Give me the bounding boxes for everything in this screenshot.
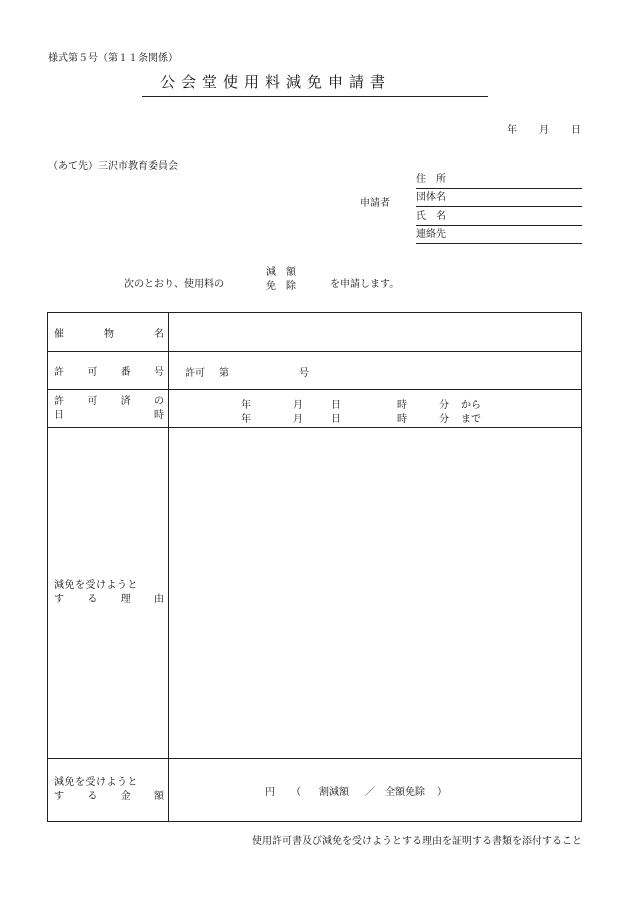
amount-yen: 円 — [265, 787, 275, 798]
permit-dai: 第 — [219, 367, 229, 379]
name-field[interactable]: 氏 名 — [416, 211, 582, 226]
reason-label: 減免を受けようと す る 理 由 — [48, 428, 169, 759]
reason-input[interactable] — [169, 428, 582, 759]
permitted-datetime-label: 許 可 済 の 日 時 — [48, 390, 169, 428]
organization-field[interactable]: 団体名 — [416, 192, 582, 207]
event-name-input[interactable] — [169, 313, 582, 352]
addressee: （あて先）三沢市教育委員会 — [48, 161, 178, 172]
amount-open-paren: （ — [291, 787, 301, 798]
event-name-label: 催 物 名 — [48, 313, 169, 352]
permitted-datetime-input[interactable]: 年 月 日 時 分 から 年 月 日 時 分 まで — [169, 390, 582, 428]
contact-field[interactable]: 連絡先 — [416, 229, 582, 244]
option-full-exemption[interactable]: 全額免除 — [385, 787, 425, 798]
date-month: 月 — [539, 125, 549, 136]
request-options — [266, 266, 296, 294]
permit-number-label: 許 可 番 号 — [48, 352, 169, 390]
permitted-datetime-row — [48, 390, 582, 428]
form-number-label: 様式第５号（第１１条関係） — [48, 53, 178, 64]
reason-row — [48, 428, 582, 759]
option-partial-reduction[interactable]: 割減額 — [319, 787, 349, 798]
amount-row — [48, 759, 582, 822]
applicant-label: 申請者 — [360, 198, 390, 209]
permit-number-input[interactable] — [169, 352, 582, 390]
event-name-row — [48, 313, 582, 352]
option-reduction[interactable]: 減 額 — [266, 267, 296, 278]
address-field[interactable]: 住 所 — [416, 174, 582, 189]
date-day: 日 — [571, 125, 581, 136]
request-suffix: を申請します。 — [330, 279, 400, 290]
amount-close-paren: ） — [437, 787, 447, 798]
title-underline — [142, 96, 488, 97]
page-title: 公会堂使用料減免申請書 — [160, 73, 392, 91]
request-prefix: 次のとおり、使用料の — [124, 279, 224, 290]
date-year: 年 — [507, 125, 517, 136]
option-exemption[interactable]: 免 除 — [266, 281, 296, 292]
permit-go: 号 — [299, 367, 309, 379]
amount-label: 減免を受けようと す る 金 額 — [48, 759, 169, 822]
attachment-note: 使用許可書及び減免を受けようとする理由を証明する書類を添付すること — [252, 836, 582, 847]
permit-number-row — [48, 352, 582, 390]
permit-prefix: 許可 — [185, 367, 205, 379]
amount-input[interactable] — [169, 759, 582, 822]
application-table — [47, 312, 582, 822]
amount-slash: ／ — [365, 787, 375, 798]
